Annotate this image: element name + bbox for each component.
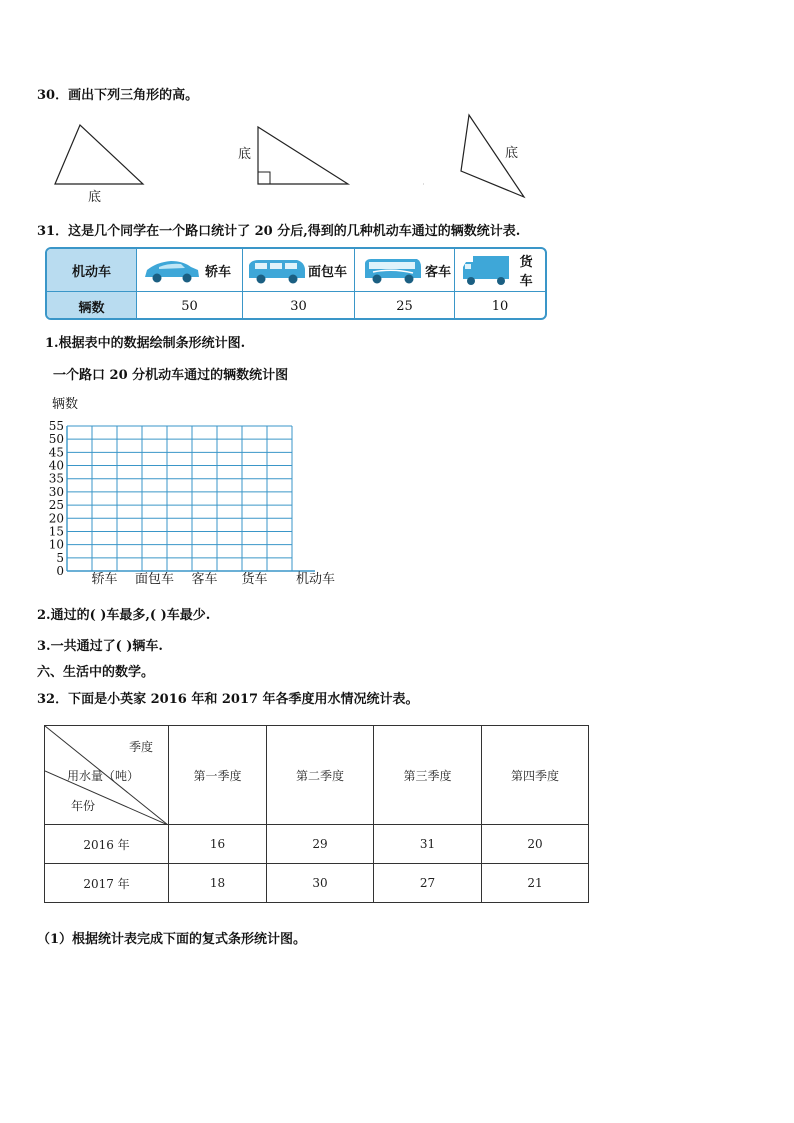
chart-x-axis-label: 机动车: [296, 572, 336, 587]
chart-title: 一个路口 20 分机动车通过的辆数统计图: [53, 368, 289, 383]
count-truck: 10: [491, 299, 509, 314]
y-tick-label: 15: [48, 524, 64, 539]
table-row: [45, 864, 589, 903]
triangle-3-base-label: 底: [505, 146, 519, 161]
count-bus: 25: [355, 292, 455, 320]
right-angle-mark: [258, 172, 270, 184]
row-value: 20: [482, 825, 589, 864]
corner-quarter-label: 季度: [129, 740, 154, 754]
y-tick-label: 0: [56, 564, 64, 578]
x-category-label: 轿车: [91, 572, 118, 587]
chart-grid: [67, 426, 292, 571]
chart-y-axis-label: 辆数: [52, 397, 79, 412]
q32-task1: （1）根据统计表完成下面的复式条形统计图。: [37, 932, 307, 947]
y-tick-label: 5: [56, 550, 64, 565]
row-value: 27: [374, 864, 482, 903]
y-tick-label: 30: [48, 484, 64, 499]
q30-title: 30．画出下列三角形的高。: [37, 88, 199, 103]
blank-bar-chart: [0, 390, 360, 595]
y-tick-label: 25: [48, 498, 64, 513]
triangles-figure: [0, 105, 794, 210]
section-6-title: 六、生活中的数学。: [37, 665, 155, 680]
chart-y-ticks: [49, 419, 64, 578]
row-value: 16: [169, 825, 267, 864]
y-tick-label: 40: [48, 458, 64, 473]
row-value: 31: [374, 825, 482, 864]
y-tick-label: 55: [48, 419, 64, 433]
corner-year-label: 年份: [71, 799, 96, 813]
x-category-label: 客车: [191, 572, 218, 587]
truck-icon: [461, 253, 510, 287]
y-tick-label: 45: [48, 445, 64, 460]
count-van: 30: [243, 292, 355, 320]
vehicle-cell-sedan: 轿车: [137, 249, 243, 291]
y-tick-label: 50: [48, 432, 64, 447]
quarter-3-header: 第三季度: [374, 726, 482, 825]
vehicle-count-label: 辆数: [47, 292, 137, 320]
q31-task2: 2.通过的( )车最多,( )车最少.: [37, 608, 211, 623]
vehicle-cell-truck: 货车: [455, 249, 545, 291]
sedan-icon: [143, 255, 201, 285]
row-year: 2016 年: [45, 825, 169, 864]
y-tick-label: 20: [48, 511, 64, 526]
vehicle-table: [45, 247, 547, 320]
vehicle-header-cell: 机动车: [47, 249, 137, 291]
triangle-2: [258, 127, 348, 184]
triangle-1-base-label: 底: [88, 190, 102, 205]
x-category-label: 面包车: [134, 572, 175, 587]
vehicle-cell-van: 面包车: [243, 249, 355, 291]
triangle-2-base-label: 底: [238, 147, 252, 162]
van-icon: [247, 255, 307, 285]
y-tick-label: 10: [48, 537, 64, 552]
table-row: [45, 825, 589, 864]
q31-title: 31．这是几个同学在一个路口统计了 20 分后,得到的几种机动车通过的辆数统计表.: [37, 224, 521, 239]
vehicle-cell-bus: 客车: [355, 249, 455, 291]
q31-task1: 1.根据表中的数据绘制条形统计图.: [45, 336, 246, 351]
q31-task3: 3.一共通过了( )辆车.: [37, 639, 163, 654]
row-value: 18: [169, 864, 267, 903]
quarter-4-header: 第四季度: [482, 726, 589, 825]
quarter-1-header: 第一季度: [169, 726, 267, 825]
quarter-2-header: 第二季度: [267, 726, 374, 825]
row-year: 2017 年: [45, 864, 169, 903]
corner-usage-label: 用水量（吨）: [67, 769, 140, 783]
q32-title: 32．下面是小英家 2016 年和 2017 年各季度用水情况统计表。: [37, 692, 419, 707]
x-category-label: 货车: [241, 572, 268, 587]
count-sedan: 50: [137, 292, 243, 320]
y-tick-label: 35: [48, 471, 64, 486]
row-value: 21: [482, 864, 589, 903]
row-value: 30: [267, 864, 374, 903]
bus-icon: [363, 255, 423, 285]
corner-cell: [45, 726, 169, 825]
water-usage-table: [44, 725, 589, 903]
row-value: 29: [267, 825, 374, 864]
chart-x-categories: [91, 571, 267, 587]
triangle-1: [55, 125, 143, 184]
